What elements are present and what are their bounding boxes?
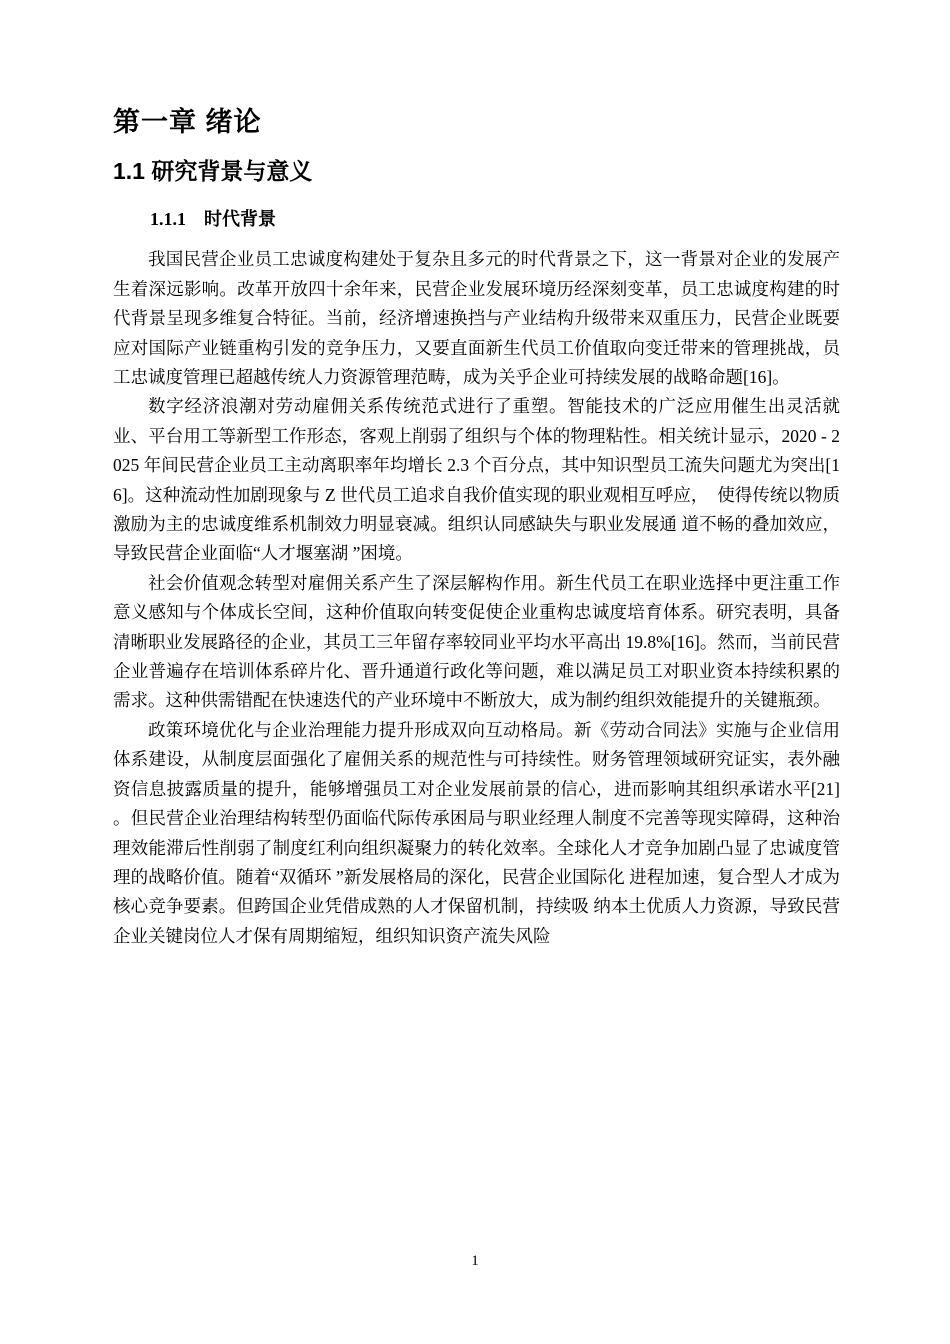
paragraph-policy-environment: 政策环境优化与企业治理能力提升形成双向互动格局。新《劳动合同法》实施与企业信用体系建设，从制度层面强化了雇佣关系的规范性与可持续性。财务管理领域研究证实，表外融资信息披露质量的提升，能够增强员工对企业发展前景的信心，进而影响其组织承诺水平[21] 。但民营企业治理结构转型仍面临代际传承困局与职业经理人制度不完善等现实障碍，这种治理效能滞后性削弱了制度红利向组织凝聚力的转化效率。全球化人才竞争加剧凸显了忠诚度管理的战略价值。随着“双循环 ”新发展格局的深化，民营企业国际化 进程加速，复合型人才成为核心竞争要素。但跨国企业凭借成熟的人才保留机制，持续吸 纳本土优质人力资源，导致民营企业关键岗位人才保有周期缩短，组织知识资产流失风险 bbox=[113, 719, 840, 946]
page-number: 1 bbox=[471, 1253, 479, 1269]
subsection-heading: 1.1.1 时代背景 bbox=[150, 208, 276, 229]
paragraph-digital-economy: 数字经济浪潮对劳动雇佣关系传统范式进行了重塑。智能技术的广泛应用催生出灵活就业、平台用工等新型工作形态，客观上削弱了组织与个体的物理粘性。相关统计显示，2020 - 2025 年间民营企业员工主动离职率年均增长 2.3 个百分点，其中知识型员工流失问题尤为突出[16]。这种流动性加剧现象与 Z 世代员工追求自我价值实现的职业观相互呼应， 使得传统以物质激励为主的忠诚度维系机制效力明显衰减。组织认同感缺失与职业发展通 道不畅的叠加效应，导致民营企业面临“人才堰塞湖 ”困境。 bbox=[113, 396, 840, 564]
section-heading: 1.1 研究背景与意义 bbox=[113, 158, 313, 185]
paragraph-social-values: 社会价值观念转型对雇佣关系产生了深层解构作用。新生代员工在职业选择中更注重工作意义感知与个体成长空间，这种价值取向转变促使企业重构忠诚度培育体系。研究表明，具备清晰职业发展路径的企业，其员工三年留存率较同业平均水平高出 19.8%[16]。然而，当前民营企业普遍存在培训体系碎片化、晋升通道行政化等问题，难以满足员工对职业资本持续积累的需求。这种供需错配在快速迭代的产业环境中不断放大，成为制约组织效能提升的关键瓶颈。 bbox=[113, 572, 840, 711]
chapter-heading: 第一章 绪论 bbox=[113, 107, 262, 137]
paragraph-era-background-1: 我国民营企业员工忠诚度构建处于复杂且多元的时代背景之下，这一背景对企业的发展产生着深远影响。改革开放四十余年来，民营企业发展环境历经深刻变革，员工忠诚度构建的时代背景呈现多维复合特征。当前，经济增速换挡与产业结构升级带来双重压力，民营企业既要应对国际产业链重构引发的竞争压力，又要直面新生代员工价值取向变迁带来的管理挑战，员工忠诚度管理已超越传统人力资源管理范畴，成为关乎企业可持续发展的战略命题[16]。 bbox=[113, 249, 840, 387]
